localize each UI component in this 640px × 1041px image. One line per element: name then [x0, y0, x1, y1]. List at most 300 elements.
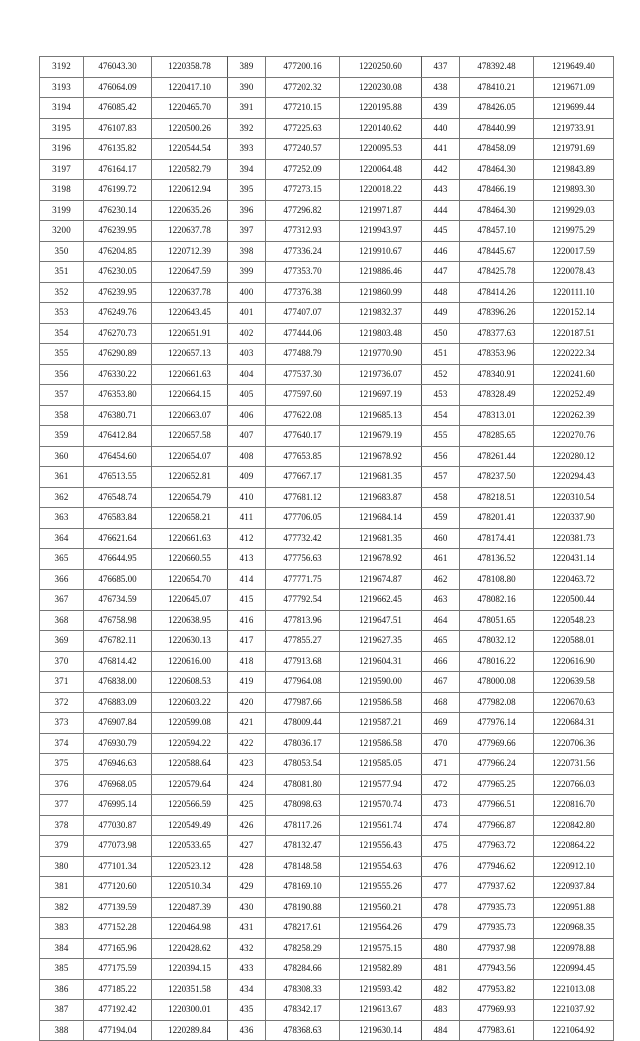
- y-coordinate-cell: 1220095.53: [340, 139, 422, 160]
- x-coordinate-cell: 476249.76: [84, 303, 152, 324]
- y-coordinate-cell: 1220500.26: [152, 118, 228, 139]
- y-coordinate-cell: 1220816.70: [534, 795, 614, 816]
- point-number-cell: 378: [40, 815, 84, 836]
- point-number-cell: 462: [422, 569, 460, 590]
- x-coordinate-cell: 477935.73: [460, 897, 534, 918]
- x-coordinate-cell: 478458.09: [460, 139, 534, 160]
- y-coordinate-cell: 1220658.21: [152, 508, 228, 529]
- x-coordinate-cell: 477407.07: [266, 303, 340, 324]
- point-number-cell: 359: [40, 426, 84, 447]
- point-number-cell: 392: [228, 118, 266, 139]
- y-coordinate-cell: 1220222.34: [534, 344, 614, 365]
- point-number-cell: 357: [40, 385, 84, 406]
- x-coordinate-cell: 476883.09: [84, 692, 152, 713]
- x-coordinate-cell: 476107.83: [84, 118, 152, 139]
- table-row: [40, 159, 614, 180]
- x-coordinate-cell: 477969.93: [460, 1000, 534, 1021]
- y-coordinate-cell: 1219733.91: [534, 118, 614, 139]
- x-coordinate-cell: 476621.64: [84, 528, 152, 549]
- table-row: [40, 118, 614, 139]
- table-row: [40, 528, 614, 549]
- point-number-cell: 394: [228, 159, 266, 180]
- x-coordinate-cell: 477296.82: [266, 200, 340, 221]
- x-coordinate-cell: 476454.60: [84, 446, 152, 467]
- x-coordinate-cell: 477982.08: [460, 692, 534, 713]
- y-coordinate-cell: 1220431.14: [534, 549, 614, 570]
- point-number-cell: 369: [40, 631, 84, 652]
- point-number-cell: 396: [228, 200, 266, 221]
- table-row: [40, 897, 614, 918]
- y-coordinate-cell: 1219929.03: [534, 200, 614, 221]
- x-coordinate-cell: 478009.44: [266, 713, 340, 734]
- table-row: [40, 1000, 614, 1021]
- point-number-cell: 446: [422, 241, 460, 262]
- y-coordinate-cell: 1219910.67: [340, 241, 422, 262]
- y-coordinate-cell: 1220140.62: [340, 118, 422, 139]
- point-number-cell: 3198: [40, 180, 84, 201]
- x-coordinate-cell: 476907.84: [84, 713, 152, 734]
- x-coordinate-cell: 477966.87: [460, 815, 534, 836]
- x-coordinate-cell: 477192.42: [84, 1000, 152, 1021]
- x-coordinate-cell: 477165.96: [84, 938, 152, 959]
- y-coordinate-cell: 1221013.08: [534, 979, 614, 1000]
- point-number-cell: 458: [422, 487, 460, 508]
- point-number-cell: 429: [228, 877, 266, 898]
- x-coordinate-cell: 478425.78: [460, 262, 534, 283]
- x-coordinate-cell: 477139.59: [84, 897, 152, 918]
- y-coordinate-cell: 1220766.03: [534, 774, 614, 795]
- point-number-cell: 484: [422, 1020, 460, 1041]
- x-coordinate-cell: 478132.47: [266, 836, 340, 857]
- point-number-cell: 402: [228, 323, 266, 344]
- y-coordinate-cell: 1220588.64: [152, 754, 228, 775]
- point-number-cell: 453: [422, 385, 460, 406]
- point-number-cell: 464: [422, 610, 460, 631]
- point-number-cell: 425: [228, 795, 266, 816]
- point-number-cell: 478: [422, 897, 460, 918]
- point-number-cell: 366: [40, 569, 84, 590]
- x-coordinate-cell: 478284.66: [266, 959, 340, 980]
- point-number-cell: 415: [228, 590, 266, 611]
- point-number-cell: 3197: [40, 159, 84, 180]
- point-number-cell: 450: [422, 323, 460, 344]
- x-coordinate-cell: 478016.22: [460, 651, 534, 672]
- y-coordinate-cell: 1220078.43: [534, 262, 614, 283]
- y-coordinate-cell: 1220663.07: [152, 405, 228, 426]
- point-number-cell: 403: [228, 344, 266, 365]
- x-coordinate-cell: 478308.33: [266, 979, 340, 1000]
- x-coordinate-cell: 476380.71: [84, 405, 152, 426]
- point-number-cell: 481: [422, 959, 460, 980]
- y-coordinate-cell: 1219678.92: [340, 446, 422, 467]
- y-coordinate-cell: 1219770.90: [340, 344, 422, 365]
- table-row: [40, 877, 614, 898]
- table-row: [40, 979, 614, 1000]
- point-number-cell: 434: [228, 979, 266, 1000]
- point-number-cell: 432: [228, 938, 266, 959]
- table-row: [40, 508, 614, 529]
- point-number-cell: 364: [40, 528, 84, 549]
- x-coordinate-cell: 477175.59: [84, 959, 152, 980]
- point-number-cell: 441: [422, 139, 460, 160]
- table-body: [40, 57, 614, 1041]
- x-coordinate-cell: 477653.85: [266, 446, 340, 467]
- point-number-cell: 421: [228, 713, 266, 734]
- x-coordinate-cell: 478445.67: [460, 241, 534, 262]
- y-coordinate-cell: 1220664.15: [152, 385, 228, 406]
- table-row: [40, 692, 614, 713]
- table-row: [40, 1020, 614, 1041]
- point-number-cell: 397: [228, 221, 266, 242]
- y-coordinate-cell: 1219893.30: [534, 180, 614, 201]
- table-row: [40, 426, 614, 447]
- table-row: [40, 282, 614, 303]
- y-coordinate-cell: 1219555.26: [340, 877, 422, 898]
- x-coordinate-cell: 477640.17: [266, 426, 340, 447]
- y-coordinate-cell: 1220579.64: [152, 774, 228, 795]
- y-coordinate-cell: 1219570.74: [340, 795, 422, 816]
- point-number-cell: 467: [422, 672, 460, 693]
- x-coordinate-cell: 476814.42: [84, 651, 152, 672]
- point-number-cell: 424: [228, 774, 266, 795]
- x-coordinate-cell: 478464.30: [460, 159, 534, 180]
- point-number-cell: 474: [422, 815, 460, 836]
- y-coordinate-cell: 1220523.12: [152, 856, 228, 877]
- x-coordinate-cell: 478340.91: [460, 364, 534, 385]
- y-coordinate-cell: 1220549.49: [152, 815, 228, 836]
- point-number-cell: 412: [228, 528, 266, 549]
- table-row: [40, 364, 614, 385]
- point-number-cell: 417: [228, 631, 266, 652]
- x-coordinate-cell: 477913.68: [266, 651, 340, 672]
- table-row: [40, 795, 614, 816]
- x-coordinate-cell: 477622.08: [266, 405, 340, 426]
- table-row: [40, 959, 614, 980]
- y-coordinate-cell: 1219585.05: [340, 754, 422, 775]
- x-coordinate-cell: 478117.26: [266, 815, 340, 836]
- y-coordinate-cell: 1220195.88: [340, 98, 422, 119]
- y-coordinate-cell: 1220111.10: [534, 282, 614, 303]
- x-coordinate-cell: 476995.14: [84, 795, 152, 816]
- y-coordinate-cell: 1220487.39: [152, 897, 228, 918]
- x-coordinate-cell: 476085.42: [84, 98, 152, 119]
- y-coordinate-cell: 1219564.26: [340, 918, 422, 939]
- point-number-cell: 438: [422, 77, 460, 98]
- y-coordinate-cell: 1220731.56: [534, 754, 614, 775]
- point-number-cell: 423: [228, 754, 266, 775]
- point-number-cell: 404: [228, 364, 266, 385]
- x-coordinate-cell: 477964.08: [266, 672, 340, 693]
- y-coordinate-cell: 1219674.87: [340, 569, 422, 590]
- x-coordinate-cell: 478136.52: [460, 549, 534, 570]
- point-number-cell: 374: [40, 733, 84, 754]
- table-row: [40, 815, 614, 836]
- x-coordinate-cell: 477353.70: [266, 262, 340, 283]
- y-coordinate-cell: 1220544.54: [152, 139, 228, 160]
- point-number-cell: 361: [40, 467, 84, 488]
- y-coordinate-cell: 1220465.70: [152, 98, 228, 119]
- point-number-cell: 407: [228, 426, 266, 447]
- table-row: [40, 713, 614, 734]
- y-coordinate-cell: 1219699.44: [534, 98, 614, 119]
- y-coordinate-cell: 1219683.87: [340, 487, 422, 508]
- x-coordinate-cell: 478457.10: [460, 221, 534, 242]
- table-row: [40, 487, 614, 508]
- y-coordinate-cell: 1220645.07: [152, 590, 228, 611]
- y-coordinate-cell: 1220912.10: [534, 856, 614, 877]
- x-coordinate-cell: 478108.80: [460, 569, 534, 590]
- y-coordinate-cell: 1220241.60: [534, 364, 614, 385]
- y-coordinate-cell: 1219554.63: [340, 856, 422, 877]
- y-coordinate-cell: 1220706.36: [534, 733, 614, 754]
- point-number-cell: 385: [40, 959, 84, 980]
- y-coordinate-cell: 1220608.53: [152, 672, 228, 693]
- point-number-cell: 445: [422, 221, 460, 242]
- x-coordinate-cell: 478313.01: [460, 405, 534, 426]
- point-number-cell: 3192: [40, 57, 84, 78]
- point-number-cell: 449: [422, 303, 460, 324]
- x-coordinate-cell: 477756.63: [266, 549, 340, 570]
- point-number-cell: 480: [422, 938, 460, 959]
- x-coordinate-cell: 477937.98: [460, 938, 534, 959]
- y-coordinate-cell: 1220280.12: [534, 446, 614, 467]
- point-number-cell: 375: [40, 754, 84, 775]
- x-coordinate-cell: 477073.98: [84, 836, 152, 857]
- point-number-cell: 399: [228, 262, 266, 283]
- x-coordinate-cell: 477030.87: [84, 815, 152, 836]
- y-coordinate-cell: 1219590.00: [340, 672, 422, 693]
- point-number-cell: 356: [40, 364, 84, 385]
- y-coordinate-cell: 1220968.35: [534, 918, 614, 939]
- point-number-cell: 452: [422, 364, 460, 385]
- point-number-cell: 427: [228, 836, 266, 857]
- table-row: [40, 610, 614, 631]
- x-coordinate-cell: 477185.22: [84, 979, 152, 1000]
- y-coordinate-cell: 1220638.95: [152, 610, 228, 631]
- y-coordinate-cell: 1220630.13: [152, 631, 228, 652]
- x-coordinate-cell: 476135.82: [84, 139, 152, 160]
- x-coordinate-cell: 478258.29: [266, 938, 340, 959]
- point-number-cell: 381: [40, 877, 84, 898]
- table-row: [40, 344, 614, 365]
- y-coordinate-cell: 1220603.22: [152, 692, 228, 713]
- table-row: [40, 918, 614, 939]
- x-coordinate-cell: 476644.95: [84, 549, 152, 570]
- y-coordinate-cell: 1219560.21: [340, 897, 422, 918]
- x-coordinate-cell: 477312.93: [266, 221, 340, 242]
- x-coordinate-cell: 478410.21: [460, 77, 534, 98]
- point-number-cell: 382: [40, 897, 84, 918]
- x-coordinate-cell: 478201.41: [460, 508, 534, 529]
- x-coordinate-cell: 477813.96: [266, 610, 340, 631]
- point-number-cell: 465: [422, 631, 460, 652]
- x-coordinate-cell: 478396.26: [460, 303, 534, 324]
- x-coordinate-cell: 476239.95: [84, 282, 152, 303]
- point-number-cell: 387: [40, 1000, 84, 1021]
- table-row: [40, 405, 614, 426]
- point-number-cell: 372: [40, 692, 84, 713]
- point-number-cell: 353: [40, 303, 84, 324]
- x-coordinate-cell: 478392.48: [460, 57, 534, 78]
- table-row: [40, 672, 614, 693]
- x-coordinate-cell: 477240.57: [266, 139, 340, 160]
- point-number-cell: 411: [228, 508, 266, 529]
- point-number-cell: 398: [228, 241, 266, 262]
- x-coordinate-cell: 478342.17: [266, 1000, 340, 1021]
- point-number-cell: 393: [228, 139, 266, 160]
- x-coordinate-cell: 477976.14: [460, 713, 534, 734]
- point-number-cell: 351: [40, 262, 84, 283]
- y-coordinate-cell: 1219604.31: [340, 651, 422, 672]
- point-number-cell: 436: [228, 1020, 266, 1041]
- x-coordinate-cell: 478053.54: [266, 754, 340, 775]
- y-coordinate-cell: 1221037.92: [534, 1000, 614, 1021]
- y-coordinate-cell: 1220937.84: [534, 877, 614, 898]
- point-number-cell: 455: [422, 426, 460, 447]
- point-number-cell: 457: [422, 467, 460, 488]
- table-row: [40, 631, 614, 652]
- point-number-cell: 365: [40, 549, 84, 570]
- point-number-cell: 360: [40, 446, 84, 467]
- point-number-cell: 472: [422, 774, 460, 795]
- y-coordinate-cell: 1220358.78: [152, 57, 228, 78]
- x-coordinate-cell: 476930.79: [84, 733, 152, 754]
- y-coordinate-cell: 1220289.84: [152, 1020, 228, 1041]
- point-number-cell: 352: [40, 282, 84, 303]
- y-coordinate-cell: 1220064.48: [340, 159, 422, 180]
- table-row: [40, 180, 614, 201]
- y-coordinate-cell: 1219803.48: [340, 323, 422, 344]
- x-coordinate-cell: 477983.61: [460, 1020, 534, 1041]
- point-number-cell: 459: [422, 508, 460, 529]
- x-coordinate-cell: 478036.17: [266, 733, 340, 754]
- y-coordinate-cell: 1220337.90: [534, 508, 614, 529]
- y-coordinate-cell: 1220864.22: [534, 836, 614, 857]
- point-number-cell: 3195: [40, 118, 84, 139]
- x-coordinate-cell: 477681.12: [266, 487, 340, 508]
- table-row: [40, 446, 614, 467]
- x-coordinate-cell: 476353.80: [84, 385, 152, 406]
- point-number-cell: 389: [228, 57, 266, 78]
- x-coordinate-cell: 478368.63: [266, 1020, 340, 1041]
- y-coordinate-cell: 1219971.87: [340, 200, 422, 221]
- x-coordinate-cell: 477667.17: [266, 467, 340, 488]
- x-coordinate-cell: 477200.16: [266, 57, 340, 78]
- point-number-cell: 391: [228, 98, 266, 119]
- x-coordinate-cell: 477225.63: [266, 118, 340, 139]
- table-row: [40, 549, 614, 570]
- y-coordinate-cell: 1220657.58: [152, 426, 228, 447]
- y-coordinate-cell: 1220250.60: [340, 57, 422, 78]
- y-coordinate-cell: 1220670.63: [534, 692, 614, 713]
- y-coordinate-cell: 1220533.65: [152, 836, 228, 857]
- y-coordinate-cell: 1219662.45: [340, 590, 422, 611]
- point-number-cell: 468: [422, 692, 460, 713]
- y-coordinate-cell: 1220463.72: [534, 569, 614, 590]
- y-coordinate-cell: 1219685.13: [340, 405, 422, 426]
- y-coordinate-cell: 1219678.92: [340, 549, 422, 570]
- y-coordinate-cell: 1219577.94: [340, 774, 422, 795]
- point-number-cell: 354: [40, 323, 84, 344]
- x-coordinate-cell: 477210.15: [266, 98, 340, 119]
- x-coordinate-cell: 476270.73: [84, 323, 152, 344]
- point-number-cell: 473: [422, 795, 460, 816]
- y-coordinate-cell: 1220842.80: [534, 815, 614, 836]
- y-coordinate-cell: 1220637.78: [152, 282, 228, 303]
- x-coordinate-cell: 476548.74: [84, 487, 152, 508]
- point-number-cell: 358: [40, 405, 84, 426]
- point-number-cell: 448: [422, 282, 460, 303]
- x-coordinate-cell: 478377.63: [460, 323, 534, 344]
- x-coordinate-cell: 476204.85: [84, 241, 152, 262]
- x-coordinate-cell: 477937.62: [460, 877, 534, 898]
- y-coordinate-cell: 1219843.89: [534, 159, 614, 180]
- point-number-cell: 431: [228, 918, 266, 939]
- y-coordinate-cell: 1219582.89: [340, 959, 422, 980]
- y-coordinate-cell: 1219561.74: [340, 815, 422, 836]
- x-coordinate-cell: 478032.12: [460, 631, 534, 652]
- point-number-cell: 471: [422, 754, 460, 775]
- x-coordinate-cell: 477987.66: [266, 692, 340, 713]
- point-number-cell: 350: [40, 241, 84, 262]
- y-coordinate-cell: 1219736.07: [340, 364, 422, 385]
- y-coordinate-cell: 1220417.10: [152, 77, 228, 98]
- table-row: [40, 323, 614, 344]
- x-coordinate-cell: 478082.16: [460, 590, 534, 611]
- y-coordinate-cell: 1219586.58: [340, 733, 422, 754]
- y-coordinate-cell: 1219627.35: [340, 631, 422, 652]
- point-number-cell: 363: [40, 508, 84, 529]
- x-coordinate-cell: 476290.89: [84, 344, 152, 365]
- x-coordinate-cell: 476734.59: [84, 590, 152, 611]
- point-number-cell: 482: [422, 979, 460, 1000]
- y-coordinate-cell: 1219860.99: [340, 282, 422, 303]
- y-coordinate-cell: 1220951.88: [534, 897, 614, 918]
- x-coordinate-cell: 477252.09: [266, 159, 340, 180]
- point-number-cell: 439: [422, 98, 460, 119]
- y-coordinate-cell: 1220017.59: [534, 241, 614, 262]
- x-coordinate-cell: 476199.72: [84, 180, 152, 201]
- y-coordinate-cell: 1220588.01: [534, 631, 614, 652]
- point-number-cell: 413: [228, 549, 266, 570]
- y-coordinate-cell: 1220654.79: [152, 487, 228, 508]
- table-row: [40, 241, 614, 262]
- point-number-cell: 442: [422, 159, 460, 180]
- point-number-cell: 373: [40, 713, 84, 734]
- y-coordinate-cell: 1220643.45: [152, 303, 228, 324]
- x-coordinate-cell: 477946.62: [460, 856, 534, 877]
- y-coordinate-cell: 1220647.59: [152, 262, 228, 283]
- y-coordinate-cell: 1220651.91: [152, 323, 228, 344]
- table-row: [40, 836, 614, 857]
- y-coordinate-cell: 1220381.73: [534, 528, 614, 549]
- x-coordinate-cell: 478261.44: [460, 446, 534, 467]
- y-coordinate-cell: 1220639.58: [534, 672, 614, 693]
- y-coordinate-cell: 1220599.08: [152, 713, 228, 734]
- y-coordinate-cell: 1220661.63: [152, 364, 228, 385]
- table-row: [40, 651, 614, 672]
- point-number-cell: 447: [422, 262, 460, 283]
- table-row: [40, 590, 614, 611]
- y-coordinate-cell: 1219630.14: [340, 1020, 422, 1041]
- y-coordinate-cell: 1220594.22: [152, 733, 228, 754]
- x-coordinate-cell: 476330.22: [84, 364, 152, 385]
- y-coordinate-cell: 1219975.29: [534, 221, 614, 242]
- table-row: [40, 774, 614, 795]
- point-number-cell: 395: [228, 180, 266, 201]
- point-number-cell: 435: [228, 1000, 266, 1021]
- x-coordinate-cell: 477965.25: [460, 774, 534, 795]
